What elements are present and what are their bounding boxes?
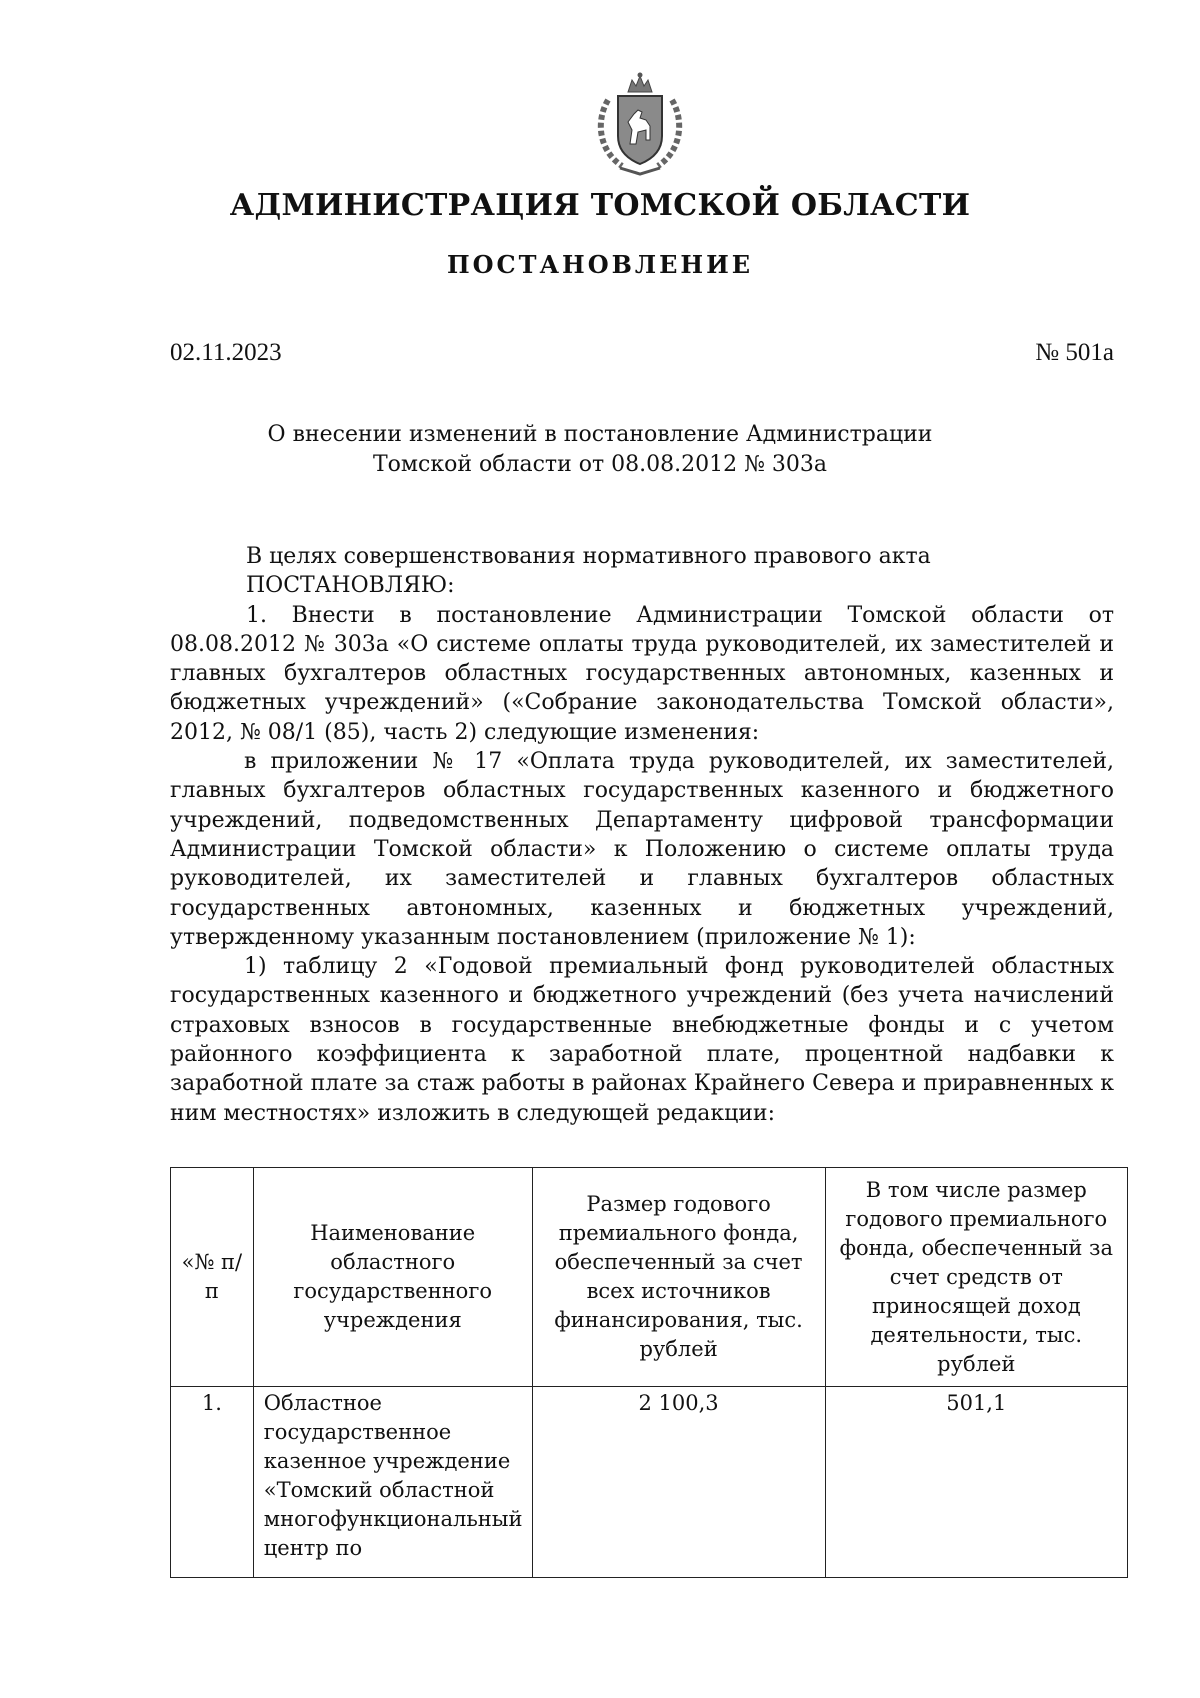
header-number: «№ п/п bbox=[171, 1168, 254, 1387]
document-date: 02.11.2023 bbox=[170, 339, 282, 366]
decree-word: ПОСТАНОВЛЯЮ: bbox=[246, 573, 455, 599]
header-income-fund: В том числе размер годового премиального фонда, обеспеченный за счет средств от приносящей доход деятельности, тыс. рублей bbox=[825, 1168, 1127, 1387]
item-1: 1. Внести в постановление Администрации Томской области от 08.08.2012 № 303а «О системе оплаты труда руководителей, их заместителей и главных бухгалтеров областных государственных автономных, казенных и бюджетных учреждений» («Собрание законодательства Томской области», 2012, № 08/1 (85), часть 2) следующие изменения: bbox=[170, 602, 1114, 745]
subject-line-1: О внесении изменений в постановление Администрации bbox=[267, 422, 933, 447]
tomsk-oblast-coat-of-arms-icon bbox=[580, 70, 700, 180]
document-body bbox=[170, 542, 1114, 1128]
preamble: В целях совершенствования нормативного правового акта bbox=[246, 544, 931, 569]
organization-title: АДМИНИСТРАЦИЯ ТОМСКОЙ ОБЛАСТИ bbox=[229, 188, 971, 223]
header-total-fund: Размер годового премиального фонда, обеспеченный за счет всех источников финансирования, тыс. рублей bbox=[532, 1168, 825, 1387]
appendix-paragraph: в приложении № 17 «Оплата труда руководителей, их заместителей, главных бухгалтеров областных государственных казенного и бюджетного учреждений, подведомственных Департаменту цифровой трансформации Администрации Томской области» к Положению о системе оплаты труда руководителей, их заместителей и главных бухгалтеров областных государственных автономных, казенных и бюджетных учреждений, утвержденному указанным постановлением (приложение № 1): bbox=[170, 749, 1114, 950]
document-number: № 501а bbox=[1035, 339, 1114, 366]
header-institution-name: Наименование областного государственного учреждения bbox=[253, 1168, 532, 1387]
document-subject bbox=[0, 420, 1200, 480]
row-income-fund: 501,1 bbox=[825, 1387, 1127, 1578]
table-header-row bbox=[171, 1168, 1128, 1387]
subitem-1: 1) таблицу 2 «Годовой премиальный фонд руководителей областных государственных казенного и бюджетного учреждений (без учета начислений страховых взносов в государственные внебюджетные фонды и с учетом районного коэффициента к заработной плате, процентной надбавки к заработной плате за стаж работы в районах Крайнего Севера и приравненных к ним местностях» изложить в следующей редакции: bbox=[170, 954, 1114, 1126]
row-institution-name: Областное государственное казенное учреждение «Томский областной многофункциональный центр по bbox=[253, 1387, 532, 1578]
row-total-fund: 2 100,3 bbox=[532, 1387, 825, 1578]
table-row bbox=[171, 1387, 1128, 1578]
document-type: ПОСТАНОВЛЕНИЕ bbox=[446, 250, 754, 279]
subject-line-2: Томской области от 08.08.2012 № 303а bbox=[372, 452, 828, 477]
row-number: 1. bbox=[171, 1387, 254, 1578]
premium-fund-table bbox=[170, 1167, 1128, 1578]
